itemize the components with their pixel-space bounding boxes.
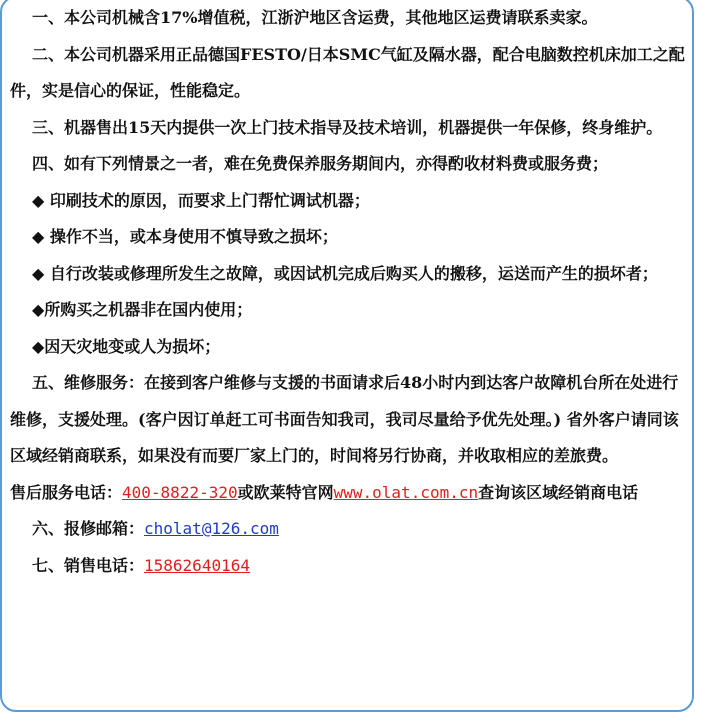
section-4-item-4: ◆所购买之机器非在国内使用； — [32, 300, 253, 319]
section-4-item-5: ◆因天灾地变或人为损坏； — [32, 336, 221, 356]
policy-document — [10, 0, 692, 584]
section-4-intro: 四、如有下列情景之一者，难在免费保养服务期间内，亦得酌收材料费或服务费； — [32, 154, 609, 173]
section-5-repair-service: 五、维修服务：在接到客户维修与支援的书面请求后48小时内到达客户故障机台所在处进行维修，支援处理。(客户因订单赶工可书面告知我司，我司尽量给予优先处理。) 省外客户请同该区域经销商联系，如果没有而要厂家上门的，时间将另行协商，并收取相应的差旅费。 — [10, 373, 679, 465]
repair-email-line — [10, 511, 692, 548]
sales-phone-label: 七、销售电话： — [32, 555, 145, 575]
sales-phone-number[interactable]: 15862640164 — [144, 555, 250, 575]
service-website-suffix: 查询该区域经销商电话 — [478, 482, 639, 502]
service-website-label: 或欧莱特官网 — [237, 482, 334, 502]
section-4-item-2: ◆ 操作不当，或本身使用不慎导致之损坏； — [32, 227, 338, 246]
section-3-warranty: 三、机器售出15天内提供一次上门技术指导及技术培训，机器提供一年保修，终身维护。 — [32, 117, 663, 137]
sales-phone-line — [10, 548, 692, 585]
service-hotline-number[interactable]: 400-8822-320 — [122, 482, 238, 502]
section-4-item-1: ◆ 印刷技术的原因，而要求上门帮忙调试机器； — [32, 190, 370, 210]
repair-email-link[interactable]: cholat@126.com — [144, 519, 279, 538]
section-2-components: 二、本公司机器采用正品德国FESTO/日本SMC气缸及隔水器，配合电脑数控机床加工之配件，实是信心的保证，性能稳定。 — [10, 44, 685, 100]
service-hotline-label: 售后服务电话： — [10, 482, 123, 502]
section-1-tax-shipping: 一、本公司机械含17%增值税，江浙沪地区含运费，其他地区运费请联系卖家。 — [32, 8, 598, 27]
section-4-item-3: ◆ 自行改装或修理所发生之故障，或因试机完成后购买人的搬移，运送而产生的损坏者； — [32, 263, 658, 283]
repair-email-label: 六、报修邮箱： — [32, 519, 145, 538]
official-website-link[interactable]: www.olat.com.cn — [333, 482, 479, 502]
service-hotline-line — [10, 475, 692, 512]
